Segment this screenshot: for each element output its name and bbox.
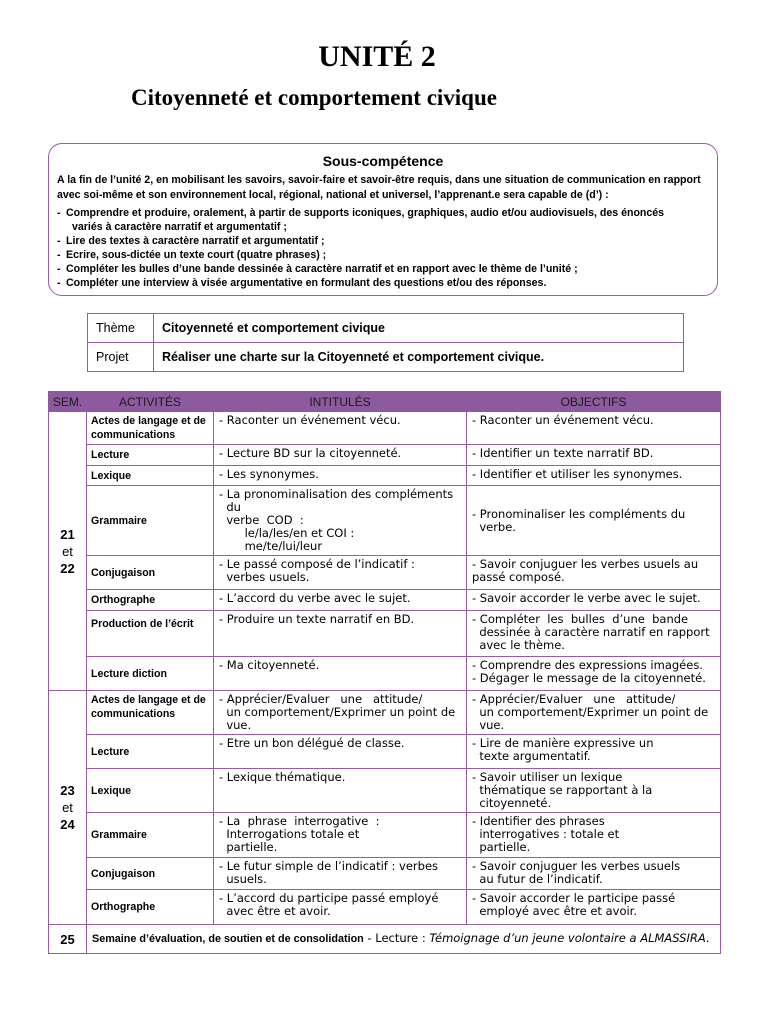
sous-competence-box	[48, 143, 718, 296]
theme-label: Thème	[88, 314, 154, 343]
table-row	[49, 486, 721, 556]
theme-value: Citoyenneté et comportement civique	[154, 314, 684, 343]
list-item: - Comprendre et produire, oralement, à partir de supports iconiques, graphiques, audio et/ou audiovisuels, des énoncés variés à caractère narratif et argumentatif ;	[57, 206, 709, 234]
header-objectifs: OBJECTIFS	[467, 392, 721, 412]
objectif-cell: - Comprendre des expressions imagées. - Dégager le message de la citoyenneté.	[467, 657, 721, 691]
intitule-cell: - Produire un texte narratif en BD.	[214, 611, 467, 657]
table-row	[49, 890, 721, 925]
projet-label: Projet	[88, 343, 154, 372]
objectif-cell: - Lire de manière expressive un texte argumentatif.	[467, 735, 721, 769]
table-row	[49, 769, 721, 813]
objectif-cell: - Savoir utiliser un lexique thématique se rapportant à la citoyenneté.	[467, 769, 721, 813]
activity-cell: Grammaire	[87, 486, 214, 556]
activity-cell: Orthographe	[87, 890, 214, 925]
objectif-cell: - Identifier des phrases interrogatives : totale et partielle.	[467, 813, 721, 858]
activity-cell: Lexique	[87, 466, 214, 486]
table-row	[49, 657, 721, 691]
table-header-row	[49, 392, 721, 412]
table-row	[49, 735, 721, 769]
intitule-cell: - La phrase interrogative : Interrogations totale et partielle.	[214, 813, 467, 858]
sem-cell-25: 25	[49, 925, 87, 954]
intitule-cell: - Lexique thématique.	[214, 769, 467, 813]
evaluation-week-cell: Semaine d’évaluation, de soutien et de consolidation - Lecture : Témoignage d’un jeune volontaire a ALMASSIRA.	[87, 925, 721, 954]
table-row	[49, 925, 721, 954]
list-item: - Compléter une interview à visée argumentative en formulant des questions et/ou des réponses.	[57, 276, 709, 290]
objectif-cell: - Savoir accorder le verbe avec le sujet.	[467, 590, 721, 611]
theme-table	[87, 313, 684, 372]
intitule-cell: - Ma citoyenneté.	[214, 657, 467, 691]
table-row	[49, 412, 721, 445]
intitule-cell: - Les synonymes.	[214, 466, 467, 486]
activity-cell: Grammaire	[87, 813, 214, 858]
table-row	[88, 343, 684, 372]
list-item: - Compléter les bulles d’une bande dessinée à caractère narratif et en rapport avec le thème de l’unité ;	[57, 262, 709, 276]
objectif-cell: - Pronominaliser les compléments du verbe.	[467, 486, 721, 556]
table-row	[49, 813, 721, 858]
unit-subtitle: Citoyenneté et comportement civique	[131, 85, 497, 110]
sem-cell-21-22: 21 et 22	[49, 412, 87, 691]
intitule-cell: - Raconter un événement vécu.	[214, 412, 467, 445]
intitule-cell: - Le futur simple de l’indicatif : verbes usuels.	[214, 858, 467, 890]
objectif-cell: - Savoir conjuguer les verbes usuels au futur de l’indicatif.	[467, 858, 721, 890]
activity-cell: Lecture diction	[87, 657, 214, 691]
objectif-cell: - Raconter un événement vécu.	[467, 412, 721, 445]
activity-cell: Actes de langage et de communications	[87, 691, 214, 735]
activity-cell: Orthographe	[87, 590, 214, 611]
intitule-cell: - Etre un bon délégué de classe.	[214, 735, 467, 769]
activity-cell: Conjugaison	[87, 858, 214, 890]
header-sem: SEM.	[49, 392, 87, 412]
table-row	[49, 556, 721, 590]
intitule-cell: - La pronominalisation des compléments du verbe COD : le/la/les/en et COI : me/te/lui/leur	[214, 486, 467, 556]
objectif-cell: - Compléter les bulles d’une bande dessinée à caractère narratif en rapport avec le thème.	[467, 611, 721, 657]
list-item: - Ecrire, sous-dictée un texte court (quatre phrases) ;	[57, 248, 709, 262]
table-row	[49, 691, 721, 735]
intitule-cell: - L’accord du verbe avec le sujet.	[214, 590, 467, 611]
objectif-cell: - Apprécier/Evaluer une attitude/ un comportement/Exprimer un point de vue.	[467, 691, 721, 735]
table-row	[49, 466, 721, 486]
intitule-cell: - Le passé composé de l’indicatif : verbes usuels.	[214, 556, 467, 590]
sem-cell-23-24: 23 et 24	[49, 691, 87, 925]
objectif-cell: - Savoir accorder le participe passé employé avec être et avoir.	[467, 890, 721, 925]
objectif-cell: - Savoir conjuguer les verbes usuels au passé composé.	[467, 556, 721, 590]
table-row	[49, 445, 721, 466]
list-item: - Lire des textes à caractère narratif et argumentatif ;	[57, 234, 709, 248]
activity-cell: Lecture	[87, 445, 214, 466]
table-row	[49, 611, 721, 657]
table-row	[49, 858, 721, 890]
activity-cell: Lecture	[87, 735, 214, 769]
projet-value: Réaliser une charte sur la Citoyenneté et comportement civique.	[154, 343, 684, 372]
table-row	[49, 590, 721, 611]
activity-cell: Lexique	[87, 769, 214, 813]
table-row	[88, 314, 684, 343]
intitule-cell: - L’accord du participe passé employé avec être et avoir.	[214, 890, 467, 925]
activities-table	[48, 391, 721, 954]
intitule-cell: - Apprécier/Evaluer une attitude/ un comportement/Exprimer un point de vue.	[214, 691, 467, 735]
intitule-cell: - Lecture BD sur la citoyenneté.	[214, 445, 467, 466]
header-intitules: INTITULÉS	[214, 392, 467, 412]
sous-competence-list	[57, 206, 709, 290]
objectif-cell: - Identifier un texte narratif BD.	[467, 445, 721, 466]
sous-competence-intro: A la fin de l’unité 2, en mobilisant les savoirs, savoir-faire et savoir-être requis, dans une situation de communication en rapport avec soi-même et son environnement local, régional, national et universel, l’apprenant.e sera capable de (d’) :	[57, 174, 701, 201]
activity-cell: Production de l’écrit	[87, 611, 214, 657]
activity-cell: Conjugaison	[87, 556, 214, 590]
sous-competence-title: Sous-compétence	[322, 153, 444, 169]
activity-cell: Actes de langage et de communications	[87, 412, 214, 445]
unit-title: UNITÉ 2	[318, 40, 436, 73]
objectif-cell: - Identifier et utiliser les synonymes.	[467, 466, 721, 486]
header-activites: ACTIVITÉS	[87, 392, 214, 412]
